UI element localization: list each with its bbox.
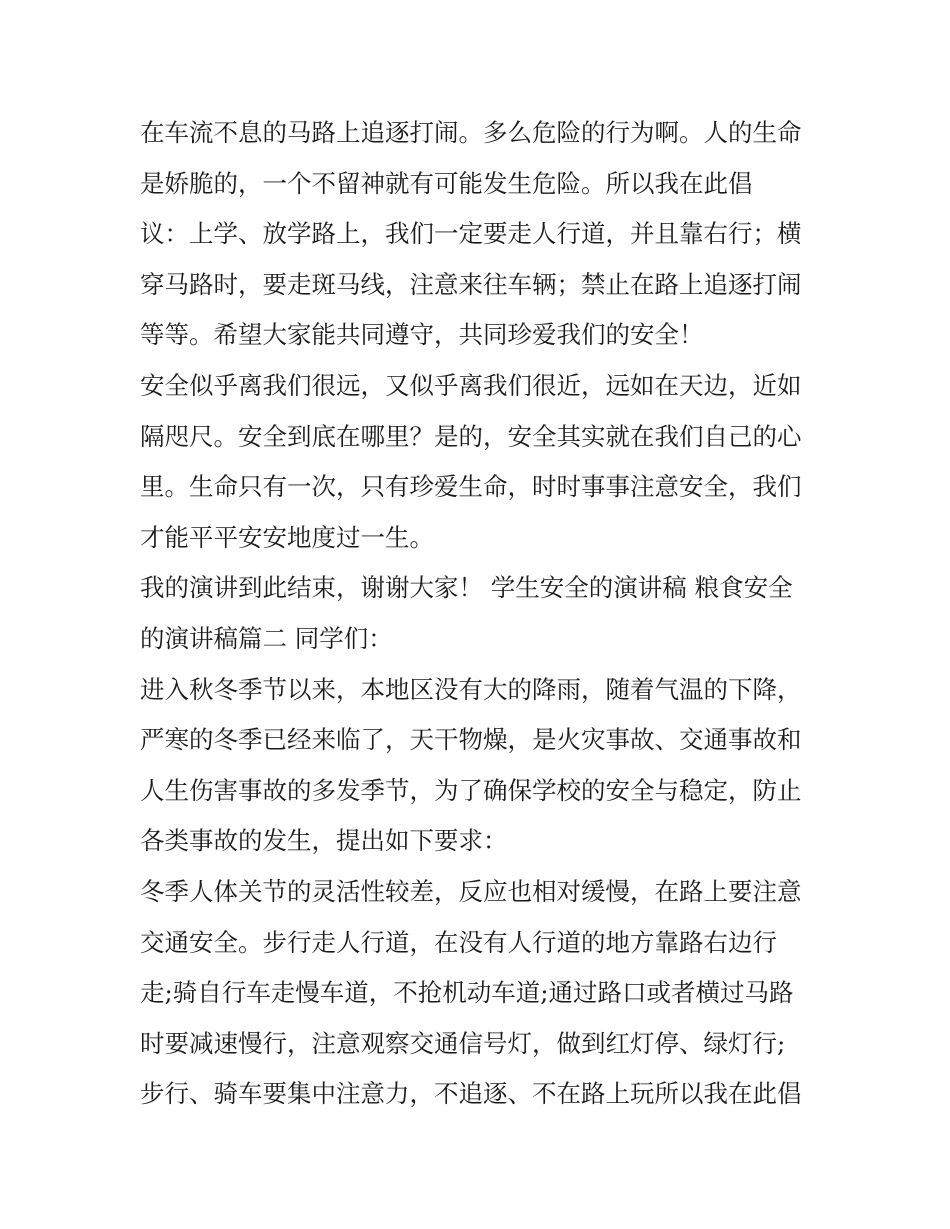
- text-line: 在车流不息的马路上追逐打闹。多么危险的行为啊。人的生命: [140, 118, 802, 147]
- text-line: 我的演讲到此结束，谢谢大家！ 学生安全的演讲稿 粮食安全: [140, 573, 793, 603]
- text-line: 交通安全。步行走人行道，在没有人行道的地方靠路右边行: [140, 927, 777, 957]
- text-line: 里。生命只有一次，只有珍爱生命，时时事事注意安全，我们: [140, 472, 802, 502]
- text-line: 等等。希望大家能共同遵守，共同珍爱我们的安全！: [140, 320, 704, 350]
- text-line: 才能平平安安地度过一生。: [140, 522, 434, 552]
- text-line: 隔咫尺。安全到底在哪里？是的，安全其实就在我们自己的心: [140, 421, 802, 451]
- text-line: 的演讲稿篇二 同学们：: [140, 623, 393, 653]
- text-line: 冬季人体关节的灵活性较差，反应也相对缓慢，在路上要注意: [140, 876, 802, 906]
- text-line: 人生伤害事故的多发季节，为了确保学校的安全与稳定，防止: [140, 775, 802, 805]
- text-line: 进入秋冬季节以来，本地区没有大的降雨，随着气温的下降，: [140, 674, 802, 704]
- text-line: 议：上学、放学路上，我们一定要走人行道，并且靠右行；横: [140, 219, 802, 249]
- text-line: 各类事故的发生，提出如下要求：: [140, 826, 508, 856]
- text-line: 是娇脆的，一个不留神就有可能发生危险。所以我在此倡: [140, 168, 753, 198]
- document-body: [140, 108, 820, 1120]
- text-line: 走;骑自行车走慢车道，不抢机动车道;通过路口或者横过马路: [140, 978, 794, 1008]
- text-line: 步行、骑车要集中注意力，不追逐、不在路上玩所以我在此倡: [140, 1079, 802, 1109]
- text-line: 严寒的冬季已经来临了，天干物燥，是火灾事故、交通事故和: [140, 725, 802, 755]
- text-line: 穿马路时，要走斑马线，注意来往车辆；禁止在路上追逐打闹: [140, 269, 802, 299]
- text-line: 安全似乎离我们很远，又似乎离我们很近，远如在天边，近如: [140, 370, 802, 400]
- text-line: 时要减速慢行，注意观察交通信号灯，做到红灯停、绿灯行;: [140, 1028, 786, 1058]
